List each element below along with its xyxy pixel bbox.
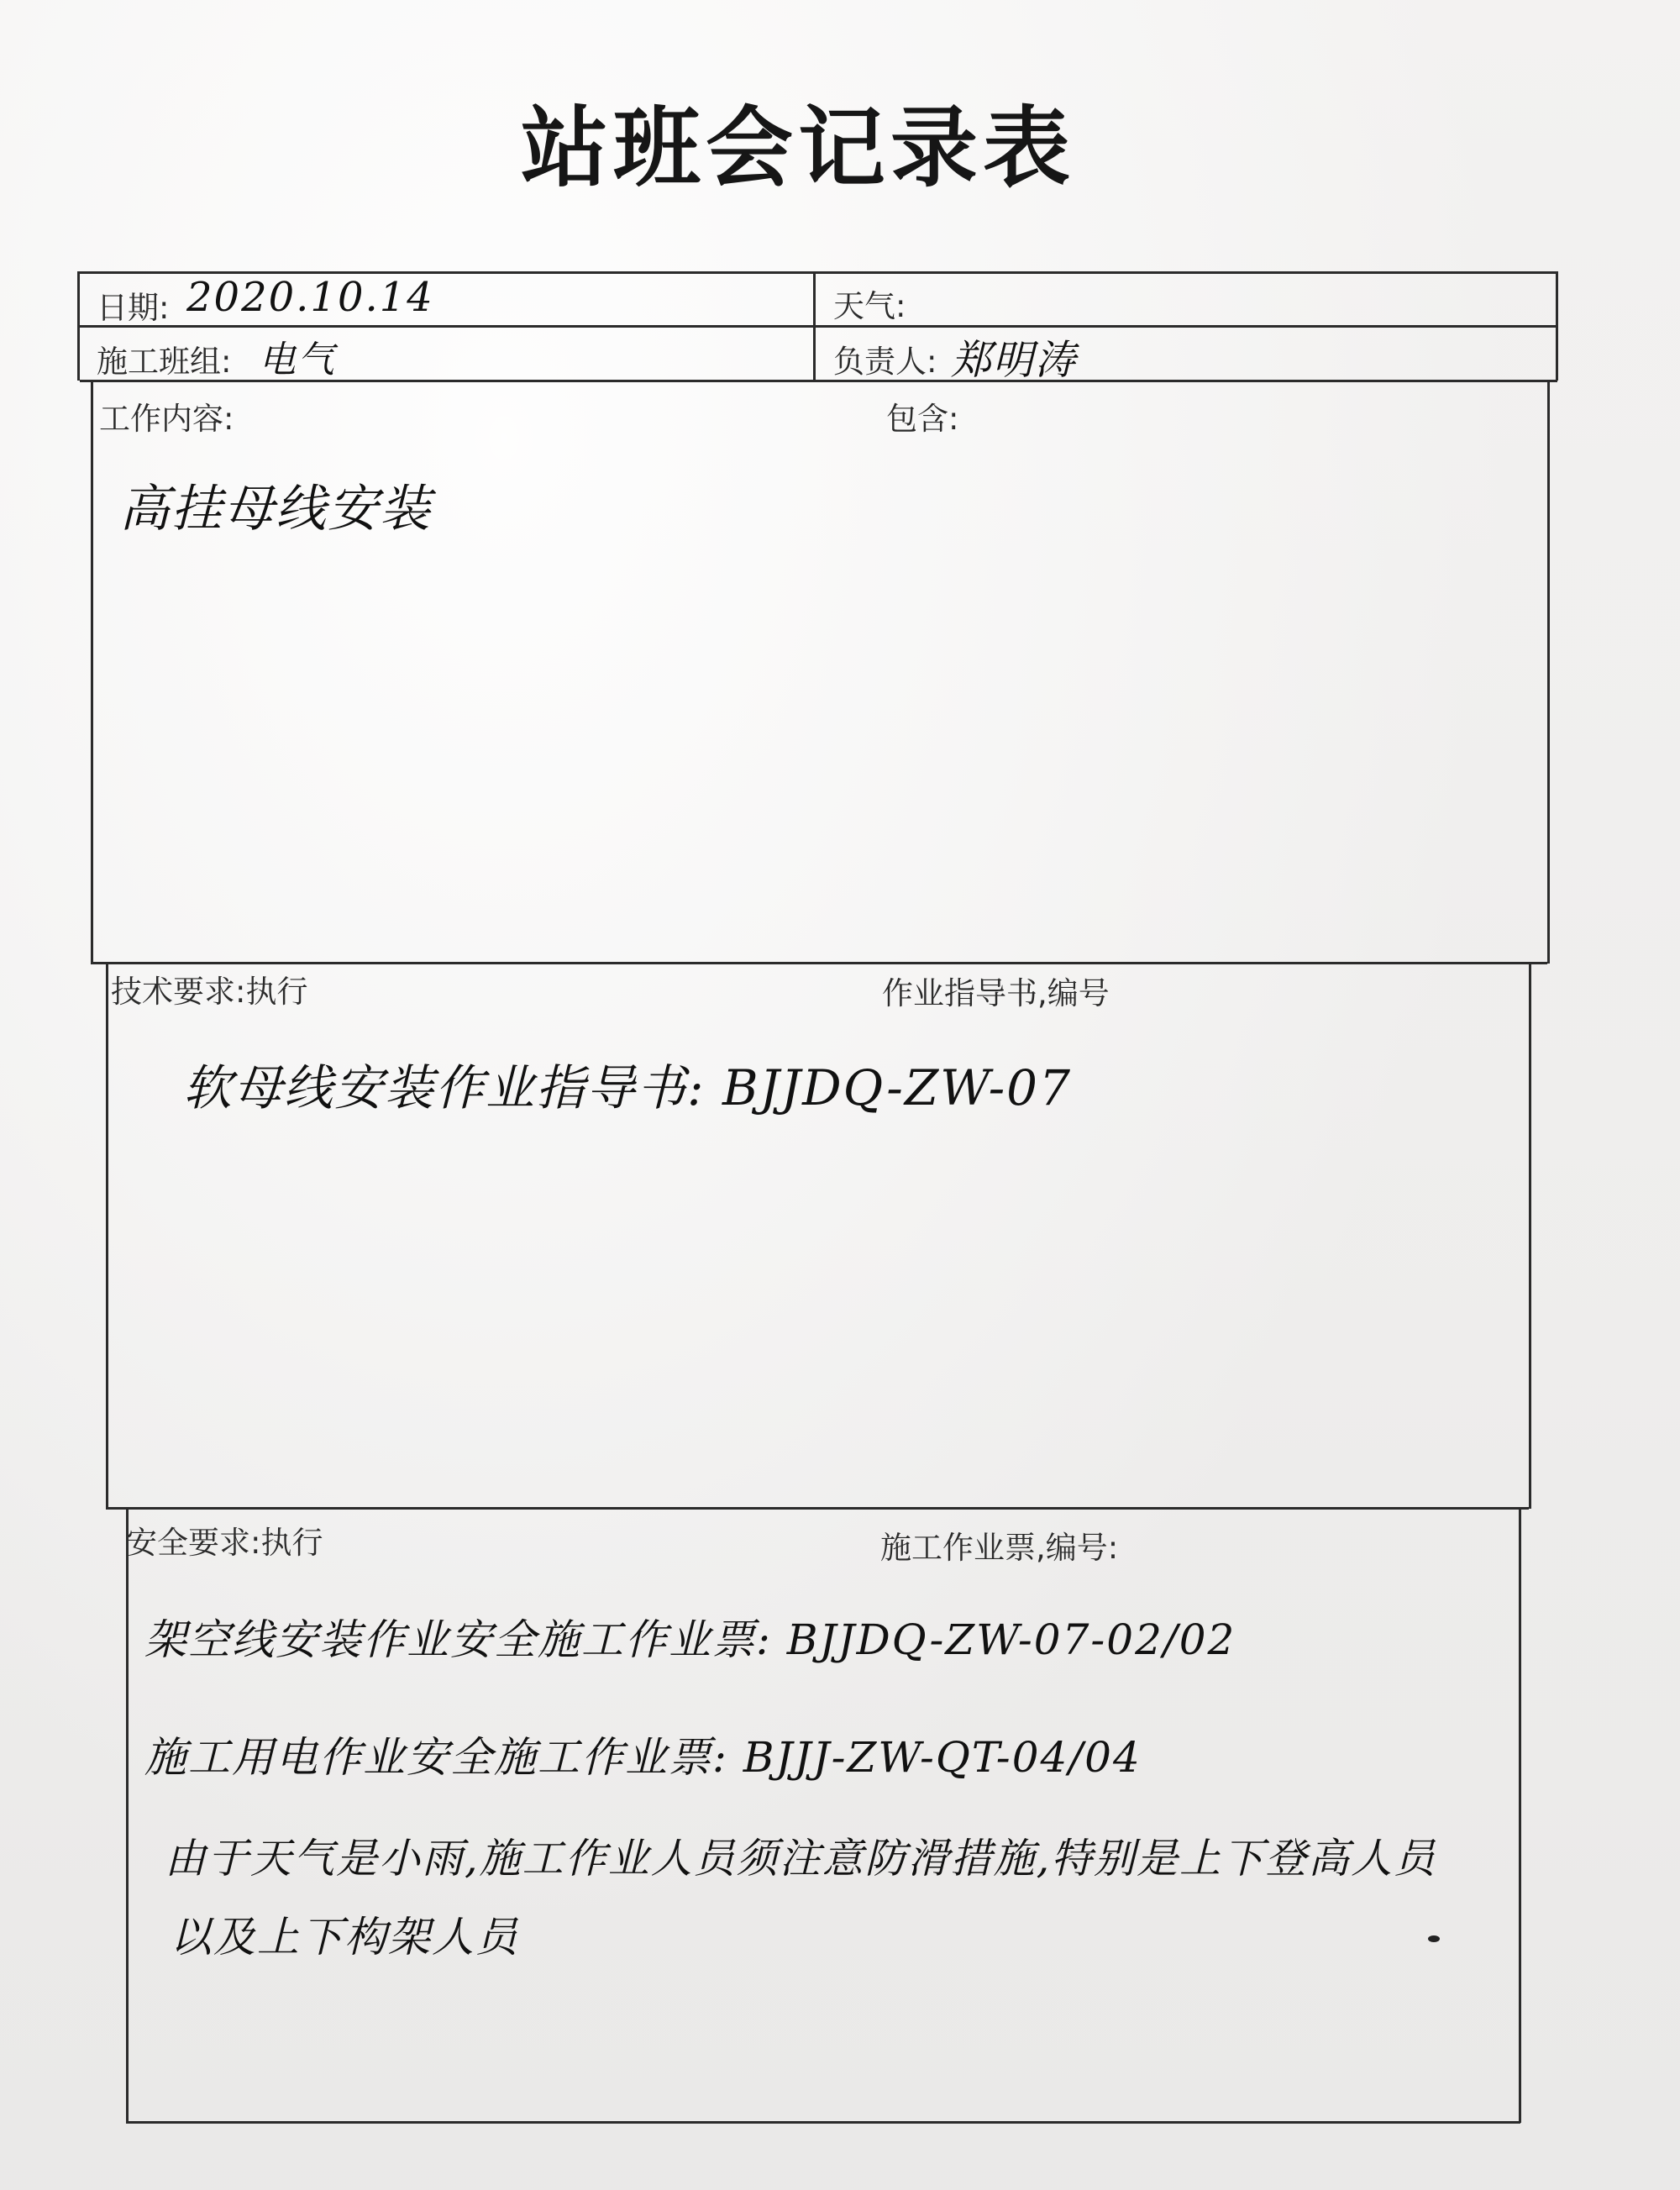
table-border-right xyxy=(1519,1507,1521,2123)
safety-note-line-1: 由于天气是小雨,施工作业人员须注意防滑措施,特别是上下登高人员 xyxy=(165,1835,1437,1883)
table-border-bottom xyxy=(126,2121,1520,2124)
weather-label: 天气: xyxy=(833,288,906,324)
table-row-divider xyxy=(77,325,1557,328)
safety-ticket-line-2: 施工用电作业安全施工作业票: BJJJ-ZW-QT-04/04 xyxy=(144,1733,1142,1782)
safety-note-line-2: 以及上下构架人员 xyxy=(170,1913,519,1962)
table-border-right xyxy=(1529,962,1531,1509)
table-section-divider xyxy=(106,1507,1529,1510)
safety-requirements-label: 安全要求:执行 xyxy=(126,1525,323,1561)
work-content-value: 高挂母线安装 xyxy=(119,480,432,538)
page-title: 站班会记录表 xyxy=(520,96,1075,199)
ink-mark xyxy=(1428,1935,1440,1942)
team-value: 电气 xyxy=(259,339,336,381)
leader-label: 负责人: xyxy=(833,344,937,380)
date-value: 2020.10.14 xyxy=(186,274,434,321)
table-border-left xyxy=(77,271,80,381)
safety-ticket-line-1: 架空线安装作业安全施工作业票: BJJDQ-ZW-07-02/02 xyxy=(144,1615,1236,1664)
table-border-right xyxy=(1556,271,1558,381)
table-border-left xyxy=(126,1507,129,2123)
leader-value: 郑明涛 xyxy=(951,337,1078,384)
work-content-label: 工作内容: xyxy=(99,401,234,437)
table-border-left xyxy=(106,962,108,1509)
table-column-divider xyxy=(813,271,816,381)
table-section-divider xyxy=(91,962,1547,964)
team-label: 施工班组: xyxy=(97,344,232,380)
technical-requirements-label: 技术要求:执行 xyxy=(111,974,308,1010)
technical-requirements-value: 软母线安装作业指导书: BJJDQ-ZW-07 xyxy=(183,1059,1072,1116)
date-label: 日期: xyxy=(97,290,170,326)
table-border-left xyxy=(91,380,93,964)
work-ticket-label: 施工作业票,编号: xyxy=(880,1530,1119,1566)
work-guide-label: 作业指导书,编号 xyxy=(882,975,1110,1011)
table-border-right xyxy=(1547,380,1550,964)
includes-label: 包含: xyxy=(886,401,959,437)
